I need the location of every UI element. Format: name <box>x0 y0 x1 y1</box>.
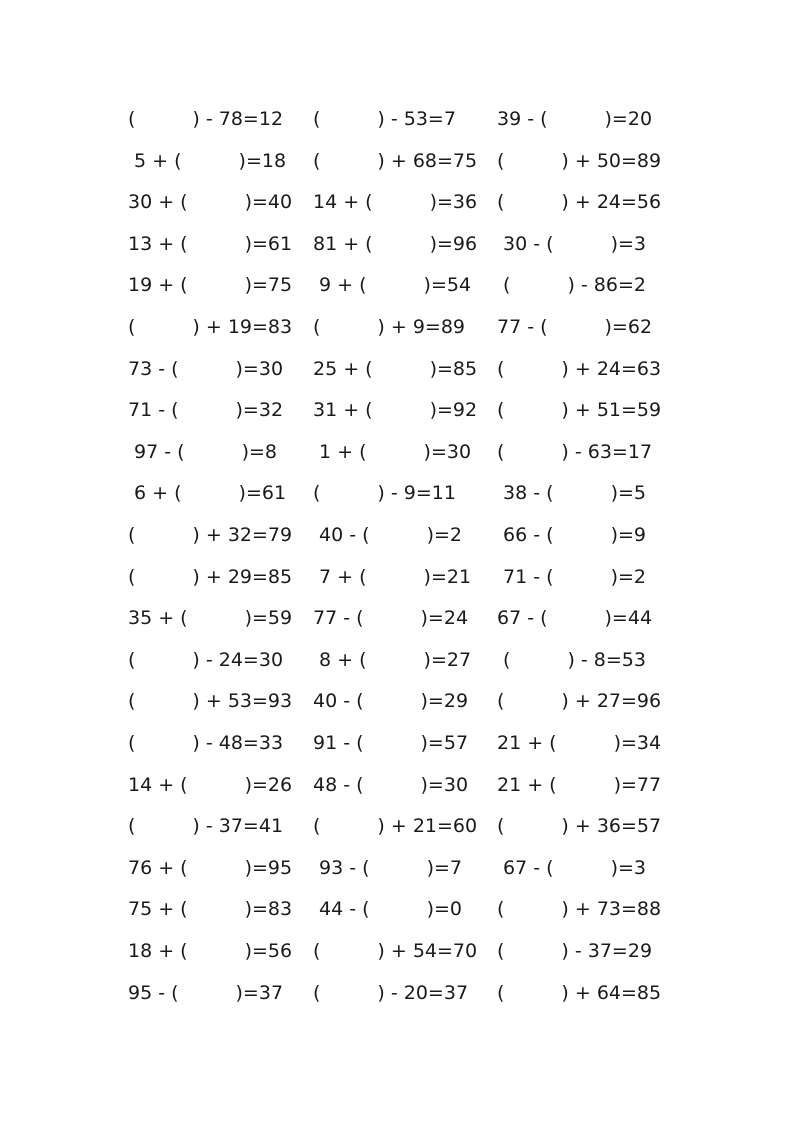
problem-equation: ( ) + 19=83 <box>128 316 293 338</box>
problem-row <box>0 520 794 550</box>
problem-row <box>0 770 794 800</box>
problem-row <box>0 811 794 841</box>
problem-equation: ( ) - 37=41 <box>128 815 284 838</box>
problem-equation: ( ) - 24=30 <box>128 648 284 671</box>
problem-row <box>0 395 794 425</box>
problem-equation: ( ) + 29=85 <box>128 565 293 588</box>
problem-equation: ( ) + 53=93 <box>128 690 293 713</box>
problem-row <box>0 645 794 675</box>
problem-row <box>0 686 794 716</box>
problem-equation: ( ) + 9=89 <box>313 316 466 338</box>
problem-equation: 5 + ( )=18 <box>128 149 287 172</box>
problem-equation: 66 - ( )=9 <box>497 524 646 546</box>
problem-equation: 7 + ( )=21 <box>313 565 472 588</box>
problem-equation: 91 - ( )=57 <box>313 732 469 754</box>
problem-row <box>0 104 794 134</box>
problem-equation: 25 + ( )=85 <box>313 357 478 380</box>
problem-equation: ( ) - 8=53 <box>497 648 646 671</box>
problem-equation: ( ) - 78=12 <box>128 108 284 130</box>
problem-equation: ( ) + 24=56 <box>497 191 662 214</box>
problem-row <box>0 936 794 966</box>
problem-row <box>0 562 794 592</box>
problem-equation: 21 + ( )=34 <box>497 732 662 754</box>
problem-row <box>0 146 794 176</box>
problem-row <box>0 187 794 217</box>
problem-equation: 95 - ( )=37 <box>128 981 284 1004</box>
problem-equation: 39 - ( )=20 <box>497 108 653 130</box>
problem-equation: ( ) - 20=37 <box>313 981 469 1004</box>
problem-equation: 76 + ( )=95 <box>128 856 293 879</box>
problem-equation: 93 - ( )=7 <box>313 856 462 879</box>
problem-equation: 77 - ( )=24 <box>313 607 469 630</box>
problem-equation: 9 + ( )=54 <box>313 274 472 297</box>
problem-equation: ( ) + 68=75 <box>313 149 478 172</box>
problem-equation: ( ) + 64=85 <box>497 981 662 1004</box>
problem-row <box>0 603 794 633</box>
problem-row <box>0 478 794 508</box>
problem-equation: 13 + ( )=61 <box>128 232 293 255</box>
problem-row <box>0 894 794 924</box>
problem-equation: 30 - ( )=3 <box>497 232 646 255</box>
problem-equation: ( ) + 51=59 <box>497 399 662 422</box>
problem-row <box>0 437 794 467</box>
problem-row <box>0 978 794 1008</box>
problem-equation: 40 - ( )=29 <box>313 690 469 713</box>
problem-equation: ( ) + 50=89 <box>497 149 662 172</box>
problem-row <box>0 312 794 342</box>
problem-equation: ( ) + 21=60 <box>313 815 478 838</box>
problem-equation: 44 - ( )=0 <box>313 898 462 921</box>
problem-row <box>0 853 794 883</box>
problem-equation: 97 - ( )=8 <box>128 440 277 463</box>
problem-equation: 71 - ( )=32 <box>128 399 284 422</box>
problem-equation: ( ) - 53=7 <box>313 108 456 130</box>
problem-equation: ( ) + 24=63 <box>497 357 662 380</box>
problem-equation: 6 + ( )=61 <box>128 482 287 505</box>
problem-row <box>0 728 794 758</box>
problem-equation: 14 + ( )=36 <box>313 191 478 214</box>
problem-equation: ( ) + 27=96 <box>497 690 662 713</box>
problem-equation: 71 - ( )=2 <box>497 565 646 588</box>
problem-equation: ( ) - 9=11 <box>313 482 456 505</box>
problem-equation: ( ) + 73=88 <box>497 898 662 921</box>
problem-equation: 31 + ( )=92 <box>313 399 478 422</box>
problem-equation: 21 + ( )=77 <box>497 773 662 796</box>
problem-equation: ( ) - 63=17 <box>497 440 653 463</box>
problem-equation: 14 + ( )=26 <box>128 773 293 796</box>
problem-equation: 18 + ( )=56 <box>128 940 293 962</box>
problem-equation: 48 - ( )=30 <box>313 773 469 796</box>
problem-equation: ( ) + 36=57 <box>497 815 662 838</box>
problem-equation: 30 + ( )=40 <box>128 191 293 214</box>
problem-equation: 40 - ( )=2 <box>313 524 462 546</box>
problem-equation: ( ) - 48=33 <box>128 732 284 754</box>
problem-equation: ( ) - 86=2 <box>497 274 646 297</box>
problem-row <box>0 354 794 384</box>
problem-equation: 81 + ( )=96 <box>313 232 478 255</box>
problem-equation: 75 + ( )=83 <box>128 898 293 921</box>
problem-equation: ( ) + 54=70 <box>313 940 478 962</box>
problem-row <box>0 229 794 259</box>
problem-equation: 38 - ( )=5 <box>497 482 646 505</box>
problem-equation: 35 + ( )=59 <box>128 607 293 630</box>
problem-equation: ( ) - 37=29 <box>497 940 653 962</box>
problem-equation: 8 + ( )=27 <box>313 648 472 671</box>
problem-equation: 1 + ( )=30 <box>313 440 472 463</box>
problem-equation: 73 - ( )=30 <box>128 357 284 380</box>
problem-equation: 67 - ( )=3 <box>497 856 646 879</box>
problem-equation: 67 - ( )=44 <box>497 607 653 630</box>
problem-row <box>0 270 794 300</box>
problem-equation: ( ) + 32=79 <box>128 524 293 546</box>
problem-equation: 19 + ( )=75 <box>128 274 293 297</box>
problem-equation: 77 - ( )=62 <box>497 316 653 338</box>
